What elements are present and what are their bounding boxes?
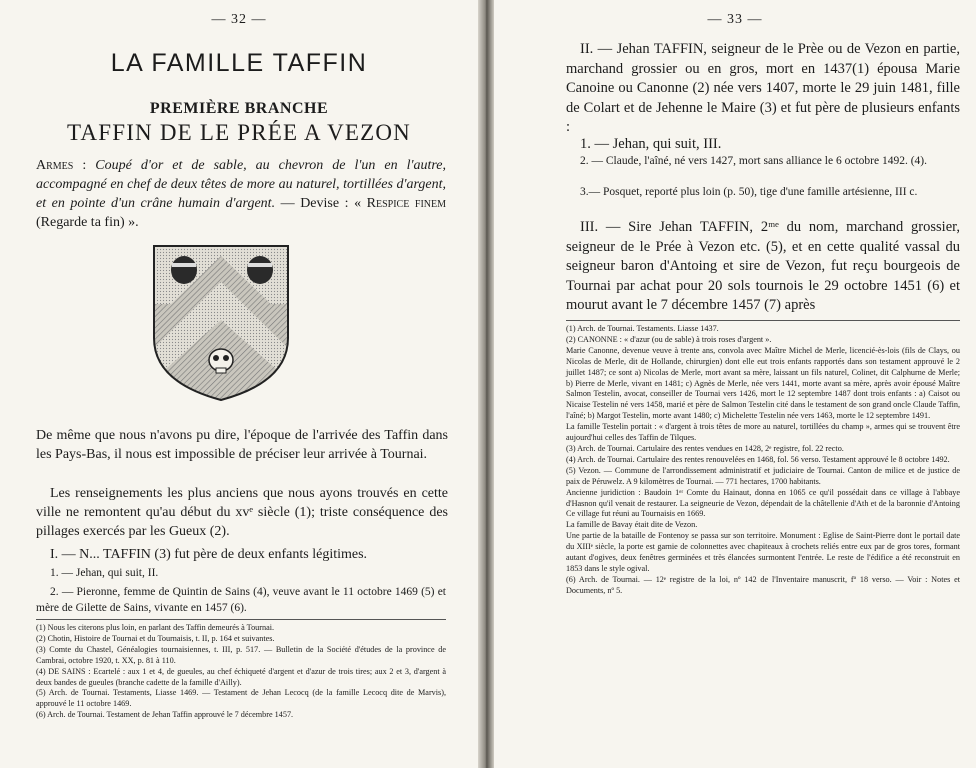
footnote: (3) Arch. de Tournai. Cartulaire des rentes vendues en 1428, 2ᵉ registre, fol. 22 recto. bbox=[566, 443, 844, 453]
arms-label: Armes : bbox=[36, 158, 87, 173]
footnote: Ancienne juridiction : Baudoin 1ᵉʳ Comte du Hainaut, donna en 1065 ce qu'il possédait dans ce village à l'abbaye d'Hasnon qu'il venait de restaurer. La seigneurie de Vezon, dépendait de la châtellenie d'Ath et de la baronnie d'Antoing Ce village fut réuni au Tournaisis en 1669. bbox=[566, 487, 960, 519]
footnote: (2) CANONNE : « d'azur (ou de sable) à trois roses d'argent ». bbox=[566, 334, 772, 344]
arms-text: Coupé d'or et de sable, au chevron de l'un en l'autre, accompagné en chef de deux têtes de more au naturel, tortillées d'argent, et en pointe d'un crâne humain d'argent. bbox=[36, 158, 447, 211]
child-entry: 1. — Jehan, qui suit, II. bbox=[50, 567, 159, 579]
child-entry: 1. — Jehan, qui suit, III. bbox=[580, 136, 722, 152]
footnote: (1) Nous les citerons plus loin, en parlant des Taffin demeurés à Tournai. bbox=[36, 623, 275, 632]
footnote: (3) Comte du Chastel, Généalogies tournaisiennes, t. III, p. 517. — Bulletin de la Société d'études de la province de Cambrai, octobre 1920, t. XX, p. 81 à 110. bbox=[36, 644, 446, 665]
child-entry: 3.— Posquet, reporté plus loin (p. 50), tige d'une famille artésienne, III c. bbox=[580, 186, 918, 198]
page-number: — 33 — bbox=[707, 12, 763, 27]
generation-one: I. — N... TAFFIN (3) fut père de deux enfants légitimes. bbox=[50, 547, 368, 562]
devise-motto: Respice finem bbox=[366, 196, 447, 211]
footnote: Marie Canonne, devenue veuve à trente ans, convola avec Maître Michel de Merle, licencié-ès-lois (fils de Clays, ou Nicolas de Merle, dit de Hollande, chirurgien) dont elle eut trois enfants rapportés dans son testament approuvé le 2 juillet 1487; ce sont a) Nicolas de Merle, mort avant sa mère, laissant un fils naturel, Colinet, dit Calphurne de Merle; b) Pierre de Merle, vivant en 1481; c) Agnès de Merle, née vers 1441, morte avant sa mère, après avoir épousé Maître Salmon Testelin, avocat, conseiller de Tournai vers 1426, mort le 12 septembre 1487 dont trois enfants : a) Caisot ou Nicaise Testelin né vers 1458, marié et père de Salmon Testelin cité dans le testament de son grand oncle Claude Taffin, l'aîné; b) Margot Testelin, morte avant 1480; c) Michelette Testelin née vers 1463, morte le 12 septembre 1491. bbox=[566, 345, 960, 421]
footnote: (2) Chotin, Histoire de Tournai et du Tournaisis, t. II, p. 164 et suivantes. bbox=[36, 633, 275, 643]
devise-rest: (Regarde ta fin) ». bbox=[36, 215, 139, 230]
moor-head-left-icon bbox=[171, 256, 197, 284]
left-page bbox=[0, 0, 478, 768]
generation-two: II. — Jehan TAFFIN, seigneur de le Prèe ou de Vezon en partie, marchand grossier ou en gros, mort en 1437(1) épousa Marie Canoine ou Canonne (2) née vers 1407, morte le 29 juin 1481, fille de Colart et de Jehenne le Maire (3) et fut père de plusieurs enfants : bbox=[566, 41, 960, 136]
footnotes bbox=[36, 623, 446, 721]
generation-three: III. — Sire Jehan TAFFIN, 2ᵐᵉ du nom, marchand grossier, seigneur de le Prée à Vezon etc. (5), et en cette qualité vassal du seigneur baron d'Antoing et sire de Vezon, fut reçu bourgeois de Tournai par achat pour 20 sols tournois le 29 octobre 1451 (6) et mourut avant le 7 décembre 1457 (7) après bbox=[566, 219, 960, 314]
footnote: (5) Arch. de Tournai. Testaments, Liasse 1469. — Testament de Jehan Lecocq (de la famille Lecocq dite de Marvis), approuvé le 11 octobre 1469. bbox=[36, 688, 446, 709]
paragraph-records: Les renseignements les plus anciens que nous ayons trouvés en cette ville ne remontent qu'au début du xvᵉ siècle (1); triste conséquence des pillages exercés par les Gueux (2). bbox=[36, 486, 448, 540]
footnotes bbox=[566, 324, 960, 597]
footnote: (5) Vezon. — Commune de l'arrondissement administratif et judiciaire de Tournai. Canton de milice et de justice de paix de Péruwelz. A 9 kilomètres de Tournai. — 771 hectares, 1700 habitants. bbox=[566, 465, 960, 486]
footnote: La famille Testelin portait : « d'argent à trois têtes de more au naturel, tortillées du champ », armes qui se trouvent être aujourd'hui celles des Taffin de Tilques. bbox=[566, 422, 960, 443]
branch-subtitle: TAFFIN DE LE PRÉE A VEZON bbox=[67, 120, 411, 145]
branch-heading: PREMIÈRE BRANCHE bbox=[149, 100, 329, 117]
footnote: Une partie de la bataille de Fontenoy se passa sur son territoire. Monument : Eglise de Saint-Pierre dont le portail date du XIIIᵉ siècle, la porte est garnie de colonnettes avec chapiteaux à crochets reliés entre eux par de gros tores, formant autant d'ogives, deux fenêtres germinées et très élancées surmontent l'entrée. Le reste de l'édifice a été reconstruit en 1853 dans le style ogival. bbox=[566, 531, 960, 573]
footnote-divider bbox=[566, 320, 960, 321]
footnote: (4) DE SAINS : Ecartelé : aux 1 et 4, de gueules, au chef échiqueté d'argent et d'azur de trois tires; aux 2 et 3, d'argent à deux bandes de gueules (branche cadette de la famille d'Ailly). bbox=[36, 666, 446, 687]
footnote-divider bbox=[36, 619, 446, 620]
devise-label: — Devise : « bbox=[280, 196, 362, 211]
arms-paragraph bbox=[36, 156, 446, 232]
coat-of-arms-image bbox=[150, 242, 292, 404]
child-entry: 2. — Claude, l'aîné, né vers 1427, mort sans alliance le 6 octobre 1492. (4). bbox=[580, 155, 927, 167]
right-page bbox=[494, 0, 976, 768]
footnote: La famille de Bavay était dite de Vezon. bbox=[566, 520, 698, 530]
footnote: (4) Arch. de Tournai. Cartulaire des rentes renouvelées en 1468, fol. 56 verso. Testament approuvé le 8 octobre 1492. bbox=[566, 454, 950, 464]
moor-head-right-icon bbox=[247, 256, 273, 284]
paragraph-arrival: De même que nous n'avons pu dire, l'époque de l'arrivée des Taffin dans les Pays-Bas, il nous est impossible de préciser leur arrivée à Tournai. bbox=[36, 428, 448, 463]
page-number: — 32 — bbox=[211, 12, 267, 27]
footnote: (6) Arch. de Tournai. Testament de Jehan Taffin approuvé le 7 décembre 1457. bbox=[36, 710, 294, 720]
book-gutter bbox=[478, 0, 494, 768]
page-title: LA FAMILLE TAFFIN bbox=[110, 49, 368, 77]
child-entry: 2. — Pieronne, femme de Quintin de Sains (4), veuve avant le 11 octobre 1469 (5) et mère de Gilette de Sains, vivante en 1457 (6). bbox=[36, 586, 446, 614]
footnote: (6) Arch. de Tournai. — 12ᵉ registre de la loi, nº 142 de l'Inventaire manuscrit, fº 18 verso. — Voir : Notes et Documents, nº 5. bbox=[566, 574, 960, 595]
footnote: (1) Arch. de Tournai. Testaments. Liasse 1437. bbox=[566, 324, 719, 333]
